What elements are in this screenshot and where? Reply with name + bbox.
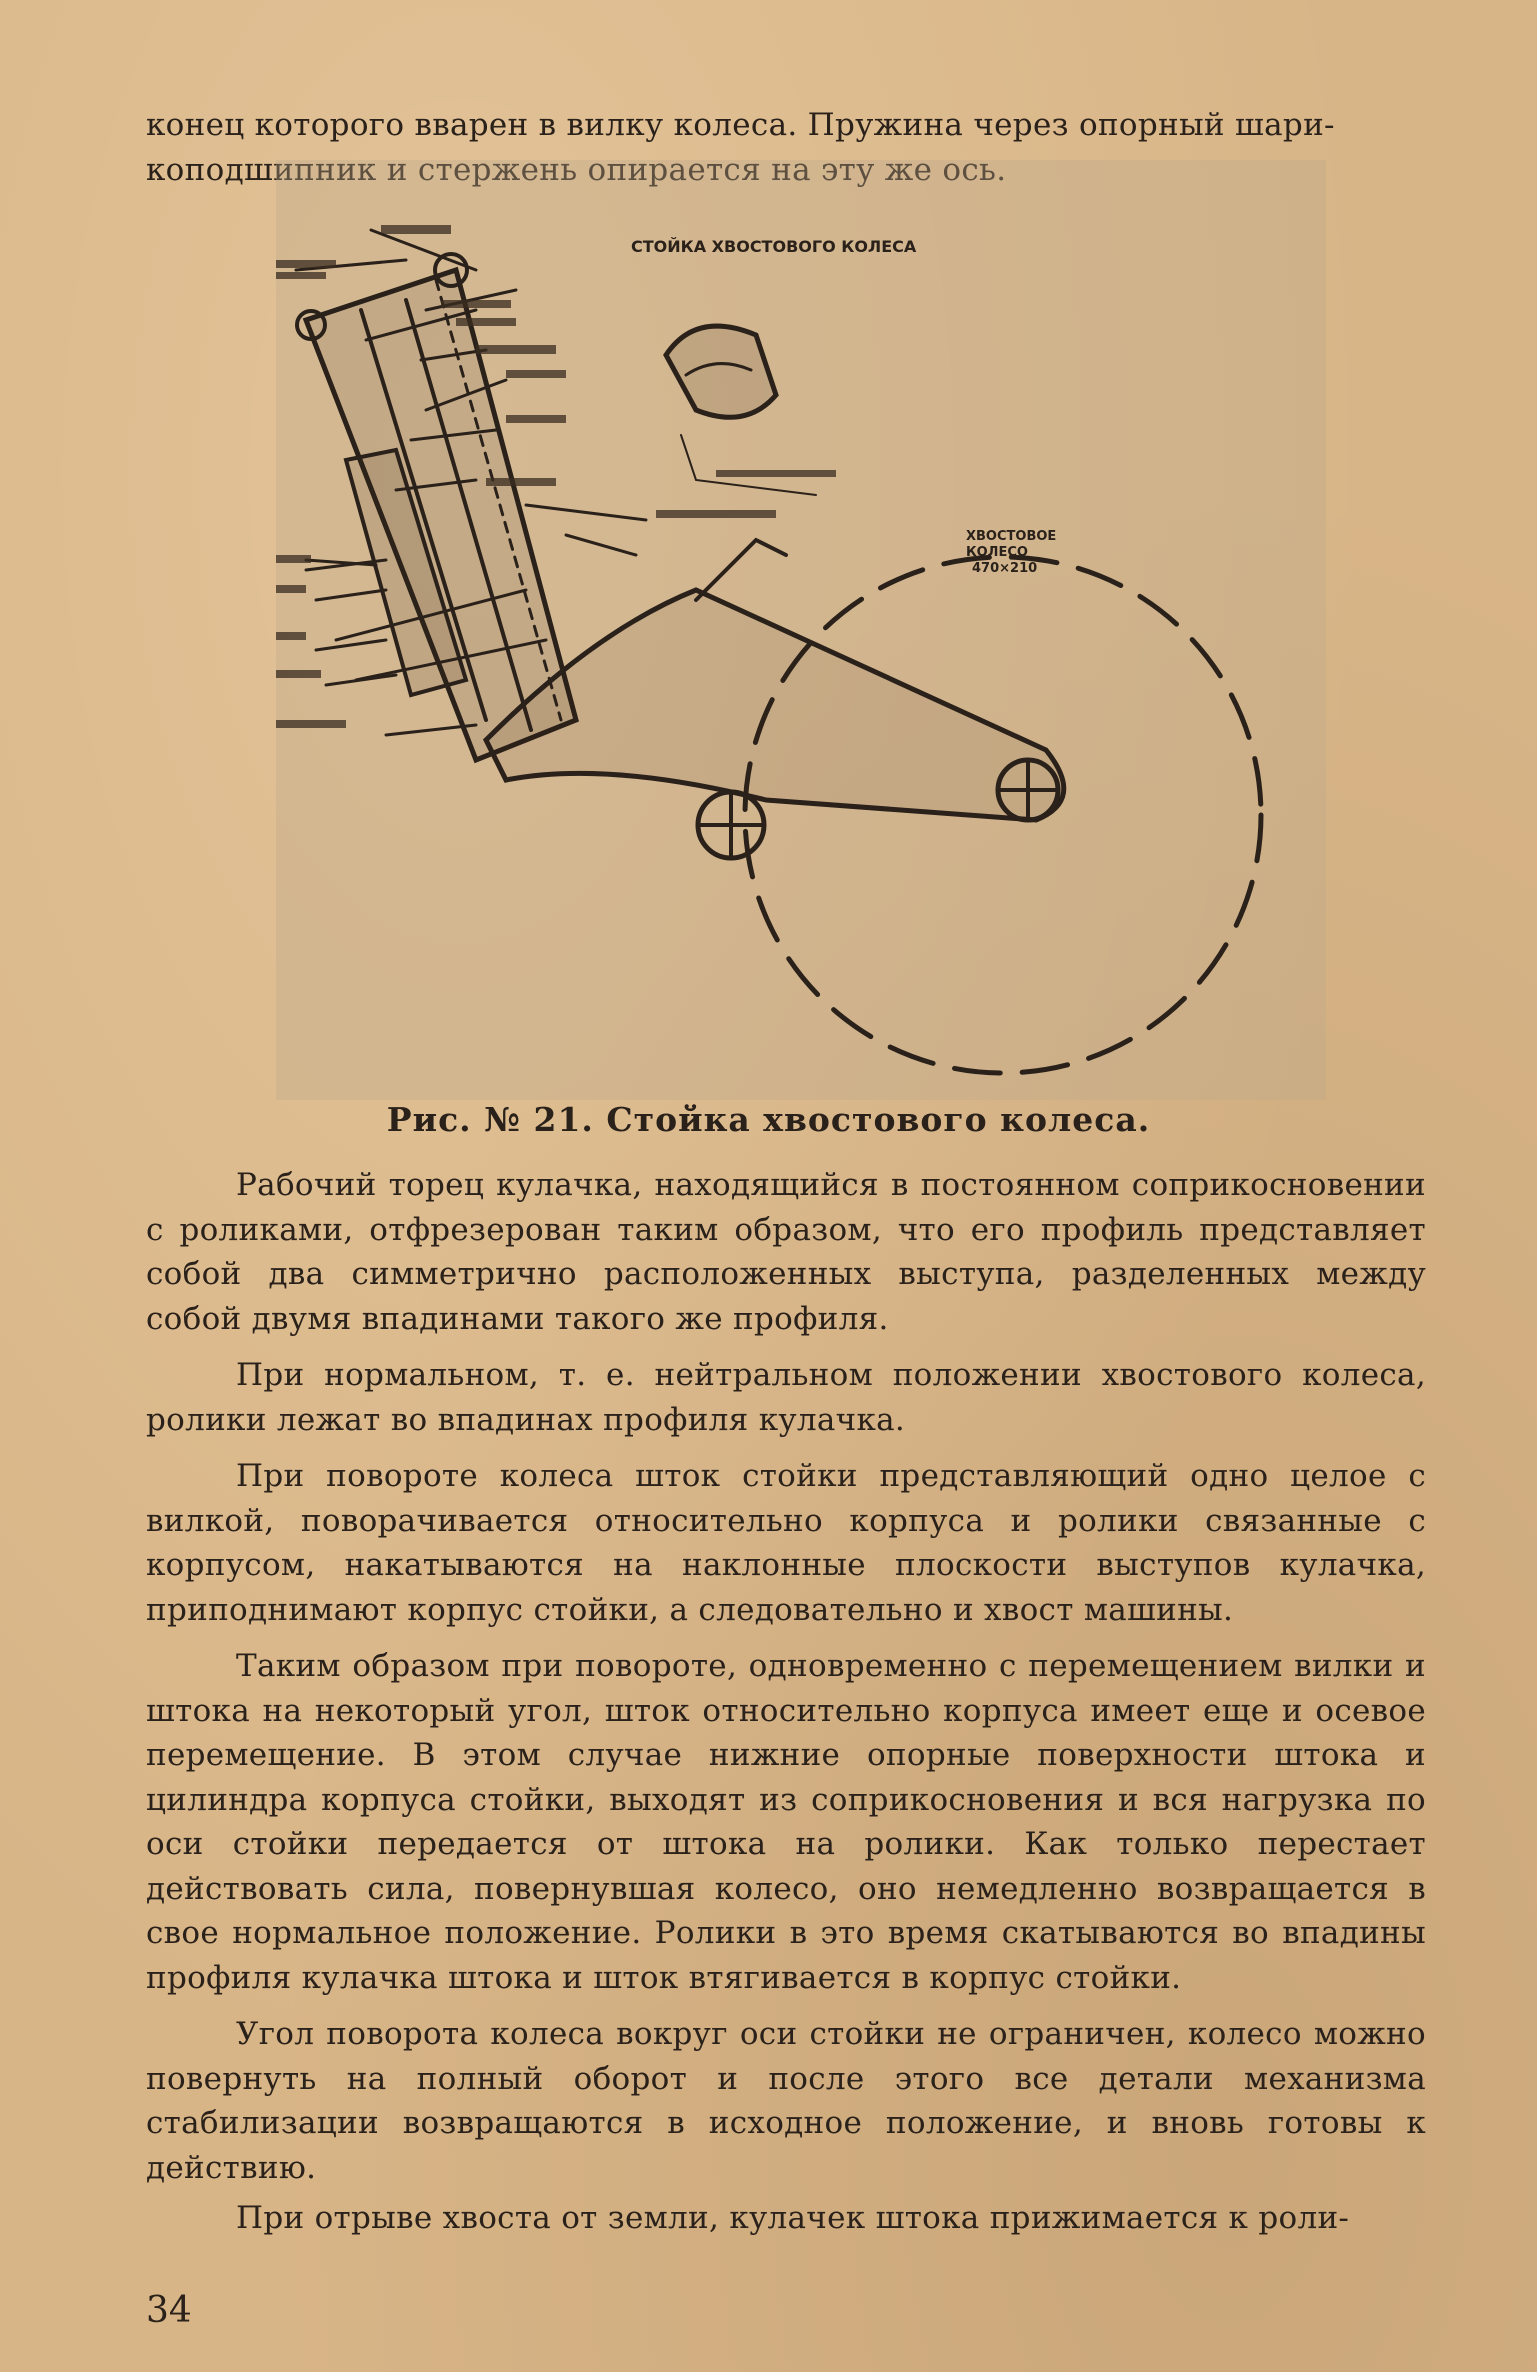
- cam-detail: [666, 326, 776, 417]
- figure-caption: Рис. № 21. Стойка хвостового колеса.: [386, 1100, 1151, 1139]
- paragraph: Рабочий торец кулачка, находящийся в постоянном соприкосновении с роликами, отфрезерован таким образом, что его профиль представляет собой два симметрично расположенных выступа, разделенных между собой двумя впадинами такого же профиля.: [146, 1167, 1426, 1337]
- diagram-title: СТОЙКА ХВОСТОВОГО КОЛЕСА: [631, 237, 917, 256]
- paragraph: При нормальном, т. е. нейтральном положении хвостового колеса, ролики лежат во впадинах профиля кулачка.: [146, 1357, 1426, 1438]
- tail-wheel-strut-diagram: [276, 160, 1396, 1100]
- body-text: [146, 1163, 1426, 2241]
- wheel-fork: [486, 590, 1064, 820]
- paragraph: При отрыве хвоста от земли, кулачек штока прижимается к роли-: [236, 2200, 1350, 2236]
- paragraph: Таким образом при повороте, одновременно с перемещением вилки и штока на некоторый угол, шток относительно корпуса имеет еще и осевое перемещение. В этом случае нижние опорные поверхности штока и цилиндра корпуса стойки, выходят из соприкосновения и вся нагрузка по оси стойки передается от штока на ролики. Как только перестает действовать сила, повернувшая колесо, оно немедленно возвращается в свое нормальное положение. Ролики в это время скатываются во впадины профиля кулачка штока и шток втягивается в корпус стойки.: [146, 1648, 1426, 1996]
- paragraph: Угол поворота колеса вокруг оси стойки не ограничен, колесо можно повернуть на полный оборот и после этого все детали механизма стабилизации возвращаются в исходное положение, и вновь готовы к действию.: [146, 2016, 1426, 2186]
- intro-line: конец которого вварен в вилку колеса. Пружина через опорный шари-: [146, 107, 1335, 143]
- wheel-label-line: 470×210: [972, 561, 1038, 576]
- intro-line: коподшипник и стержень опирается на эту же ось.: [146, 151, 1007, 188]
- paragraph: При повороте колеса шток стойки представляющий одно целое с вилкой, поворачивается относительно корпуса и ролики связанные с корпусом, накатываются на наклонные плоскости выступов кулачка, приподнимают корпус стойки, а следовательно и хвост машины.: [146, 1458, 1426, 1628]
- wheel-label-line: ХВОСТОВОЕ: [966, 529, 1057, 544]
- wheel-label-line: КОЛЕСО: [966, 545, 1028, 560]
- page-number: 34: [146, 2290, 192, 2331]
- figure-21: [276, 160, 1396, 1100]
